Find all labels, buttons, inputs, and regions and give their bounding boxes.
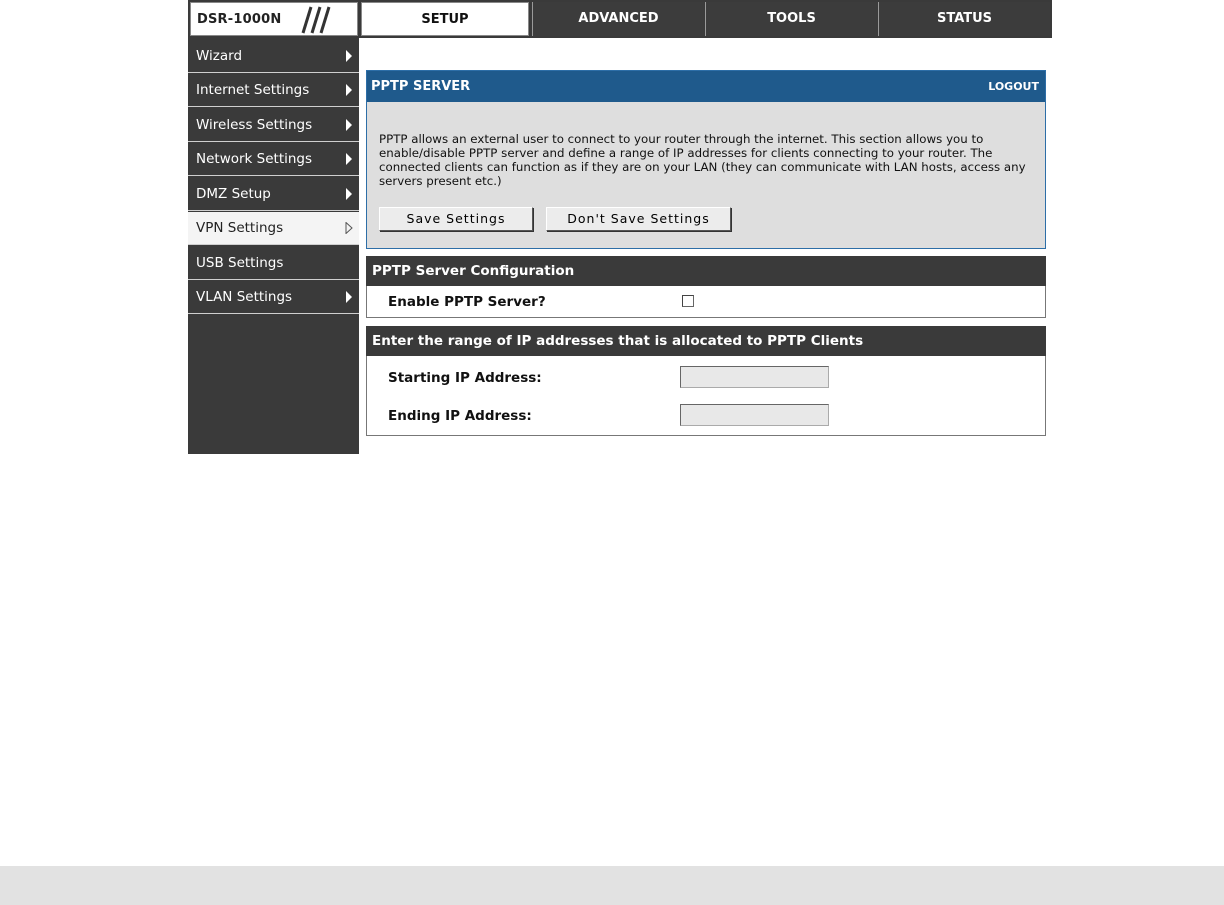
panel-description: PPTP allows an external user to connect to your router through the internet. This section allows you to enable/disable PPTP server and define a range of IP addresses for clients connecting to your router. The connected clients can function as if they are on your LAN (they can communicate with LAN hosts, access any servers present etc.) bbox=[379, 132, 1026, 188]
section-body bbox=[366, 286, 1046, 318]
slashes-icon bbox=[299, 6, 335, 34]
footer-band bbox=[0, 866, 1224, 905]
sidebar-item-label: USB Settings bbox=[196, 255, 284, 271]
model-name: DSR-1000N bbox=[197, 12, 282, 27]
sidebar-item-vlan-settings[interactable] bbox=[188, 281, 359, 314]
sidebar-item-wireless-settings[interactable] bbox=[188, 109, 359, 142]
sidebar-item-label: Wizard bbox=[196, 48, 243, 64]
enable-pptp-label: Enable PPTP Server? bbox=[388, 294, 546, 310]
panel-header bbox=[367, 71, 1045, 102]
ip-range-section bbox=[366, 326, 1046, 436]
sidebar-item-usb-settings[interactable] bbox=[188, 247, 359, 280]
tab-advanced[interactable]: ADVANCED bbox=[532, 2, 704, 36]
arrow-right-icon bbox=[345, 188, 353, 200]
ending-ip-input[interactable] bbox=[680, 404, 829, 426]
sidebar-item-label: Internet Settings bbox=[196, 82, 310, 98]
starting-ip-input[interactable] bbox=[680, 366, 829, 388]
arrow-right-outline-icon bbox=[345, 222, 353, 234]
arrow-right-icon bbox=[345, 84, 353, 96]
sidebar-item-label: VLAN Settings bbox=[196, 289, 293, 305]
tab-setup[interactable]: SETUP bbox=[361, 2, 529, 36]
section-heading: PPTP Server Configuration bbox=[366, 256, 1046, 286]
starting-ip-label: Starting IP Address: bbox=[388, 370, 542, 386]
sidebar-item-label: VPN Settings bbox=[196, 220, 284, 236]
enable-pptp-checkbox[interactable] bbox=[682, 295, 694, 307]
logout-link[interactable]: LOGOUT bbox=[988, 80, 1039, 93]
dont-save-settings-button[interactable]: Don't Save Settings bbox=[546, 207, 731, 231]
tab-status[interactable]: STATUS bbox=[878, 2, 1050, 36]
sidebar-item-wizard[interactable] bbox=[188, 40, 359, 73]
pptp-config-section bbox=[366, 256, 1046, 318]
top-navigation bbox=[188, 0, 1052, 38]
sidebar-item-dmz-setup[interactable] bbox=[188, 178, 359, 211]
router-admin-app bbox=[188, 0, 1052, 454]
arrow-right-icon bbox=[345, 50, 353, 62]
model-logo bbox=[190, 2, 358, 36]
save-settings-button[interactable]: Save Settings bbox=[379, 207, 533, 231]
arrow-right-icon bbox=[345, 153, 353, 165]
sidebar-item-label: DMZ Setup bbox=[196, 186, 271, 202]
tab-tools[interactable]: TOOLS bbox=[705, 2, 877, 36]
sidebar-item-internet-settings[interactable] bbox=[188, 74, 359, 107]
arrow-right-icon bbox=[345, 291, 353, 303]
arrow-right-icon bbox=[345, 119, 353, 131]
sidebar bbox=[188, 38, 359, 454]
section-heading: Enter the range of IP addresses that is allocated to PPTP Clients bbox=[366, 326, 1046, 356]
section-body bbox=[366, 356, 1046, 436]
ending-ip-label: Ending IP Address: bbox=[388, 408, 532, 424]
sidebar-item-label: Wireless Settings bbox=[196, 117, 313, 133]
sidebar-item-label: Network Settings bbox=[196, 151, 313, 167]
sidebar-item-network-settings[interactable] bbox=[188, 143, 359, 176]
page-title: PPTP SERVER bbox=[371, 79, 471, 94]
sidebar-item-vpn-settings[interactable] bbox=[188, 212, 359, 245]
pptp-server-panel bbox=[366, 70, 1046, 249]
